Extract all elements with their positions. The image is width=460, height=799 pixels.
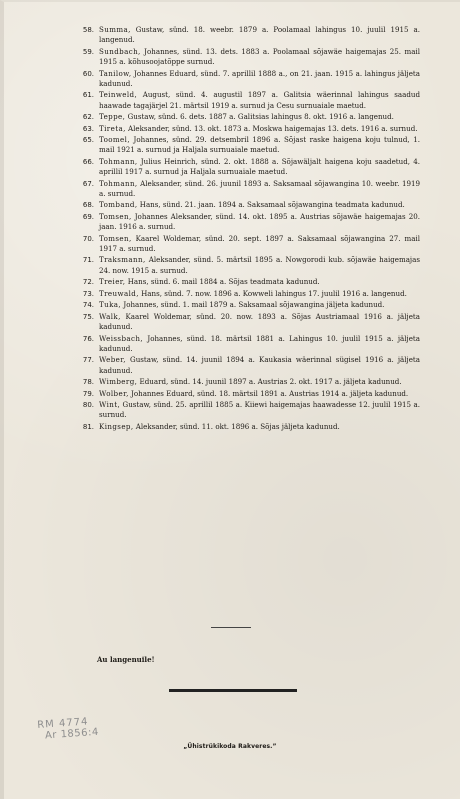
entry-details: Johannes, sünd. 1. mail 1879 a. Saksamaal sõjawangina jäljeta kadunud. bbox=[121, 300, 385, 310]
list-item bbox=[74, 47, 420, 68]
entry-text bbox=[99, 334, 420, 355]
list-item bbox=[74, 389, 420, 399]
entry-name: Tomsen, bbox=[99, 233, 132, 243]
entry-text bbox=[99, 234, 420, 255]
archive-stamp-line-1: RM 4774 bbox=[36, 716, 89, 731]
entry-number: 67. bbox=[82, 179, 94, 188]
list-item bbox=[74, 135, 420, 156]
entry-name: Wimberg, bbox=[99, 377, 138, 387]
entry-name: Tomsen, bbox=[99, 211, 132, 221]
entry-number: 74. bbox=[82, 301, 94, 310]
entry-text bbox=[99, 69, 420, 90]
entry-text bbox=[99, 400, 420, 421]
entry-name: Weber, bbox=[99, 355, 126, 365]
entry-name: Wolber, bbox=[99, 388, 129, 398]
entry-name: Tanilow, bbox=[99, 68, 132, 78]
list-item bbox=[74, 234, 420, 255]
printer-imprint: „Ühistrükikoda Rakveres.” bbox=[183, 743, 277, 750]
entry-text bbox=[99, 90, 420, 111]
list-item bbox=[74, 255, 420, 276]
entry-name: Sundbach, bbox=[99, 46, 141, 56]
entry-details: August, sünd. 4. augustil 1897 a. Galitsia wäerinnal lahingus saadud haawade tagajärjel 21. märtsil 1919 a. surnud ja Cesu surnuaiale maetud. bbox=[99, 90, 420, 110]
entry-name: Walk, bbox=[99, 311, 121, 321]
entry-number: 68. bbox=[82, 201, 94, 210]
entry-name: Kingsep, bbox=[99, 421, 134, 431]
entry-details: Aleksander, sünd. 11. okt. 1896 a. Sõjas jäljeta kadunud. bbox=[133, 421, 340, 431]
entry-details: Kaarel Woldemar, sünd. 20. now. 1893 a. Sõjas Austriamaal 1916 a. jäljeta kadunud. bbox=[99, 311, 420, 332]
entry-text bbox=[99, 200, 420, 210]
entry-number: 62. bbox=[82, 113, 94, 122]
entry-details: Aleksander, sünd. 26. juunil 1893 a. Saksamaal sõjawangina 10. weebr. 1919 a. surnud. bbox=[99, 178, 420, 198]
entry-number: 60. bbox=[82, 69, 94, 78]
entry-text bbox=[99, 289, 420, 299]
entry-text bbox=[99, 255, 420, 276]
entry-name: Tuka, bbox=[99, 300, 122, 310]
entry-text bbox=[99, 300, 420, 310]
entry-text bbox=[99, 422, 420, 432]
list-item bbox=[74, 212, 420, 233]
entry-name: Teinweld, bbox=[99, 90, 138, 100]
casualty-list bbox=[74, 25, 420, 433]
list-item bbox=[74, 157, 420, 178]
entry-details: Eduard, sünd. 14. juunil 1897 a. Austrias 2. okt. 1917 a. jäljeta kadunud. bbox=[137, 377, 402, 387]
list-item bbox=[74, 334, 420, 355]
entry-number: 81. bbox=[82, 422, 94, 431]
closing-note: Au langenuile! bbox=[97, 655, 155, 664]
entry-name: Tohmann, bbox=[99, 178, 138, 188]
entry-number: 70. bbox=[82, 234, 94, 243]
entry-details: Johannes Eduard, sünd. 18. märtsil 1891 a. Austrias 1914 a. jäljeta kadunud. bbox=[128, 388, 409, 398]
entry-details: Aleksander, sünd. 5. märtsil 1895 a. Nowgorodi kub. sõjawäe haigemajas 24. now. 1915 a. surnud. bbox=[99, 255, 420, 275]
list-item bbox=[74, 90, 420, 111]
entry-text bbox=[99, 377, 420, 387]
entry-number: 63. bbox=[82, 124, 94, 133]
entry-text bbox=[99, 355, 420, 376]
list-item bbox=[74, 25, 420, 46]
section-divider bbox=[211, 627, 251, 628]
entry-details: Johannes, sünd. 18. märtsil 1881 a. Lahingus 10. juulil 1915 a. jäljeta kadunud. bbox=[99, 333, 420, 353]
entry-number: 80. bbox=[82, 401, 94, 410]
list-item bbox=[74, 300, 420, 310]
list-item bbox=[74, 179, 420, 200]
entry-text bbox=[99, 47, 420, 68]
list-item bbox=[74, 422, 420, 432]
entry-name: Toomel, bbox=[99, 135, 130, 145]
entry-number: 69. bbox=[82, 212, 94, 221]
entry-details: Johannes, sünd. 13. dets. 1883 a. Poolamaal sõjawäe haigemajas 25. mail 1915 a. kõhusoojatõppe surnud. bbox=[99, 46, 420, 67]
entry-number: 61. bbox=[82, 91, 94, 100]
entry-details: Johannes, sünd. 29. detsembril 1896 a. Sõjast raske haigena koju tulnud, 1. mail 1921 a. surnud ja Haljala surnuaiale maetud. bbox=[99, 135, 420, 155]
entry-details: Julius Heinrich, sünd. 2. okt. 1888 a. Sõjawäljalt haigena koju saadetud, 4. aprillil 1917 a. surnud ja Haljala surnuaiale maetud. bbox=[99, 156, 420, 177]
entry-name: Teppe, bbox=[99, 112, 126, 122]
entry-number: 77. bbox=[82, 356, 94, 365]
entry-text bbox=[99, 389, 420, 399]
entry-number: 79. bbox=[82, 389, 94, 398]
entry-name: Tireta, bbox=[99, 123, 126, 133]
entry-name: Summa, bbox=[99, 25, 131, 34]
entry-text bbox=[99, 112, 420, 122]
list-item bbox=[74, 312, 420, 333]
entry-number: 71. bbox=[82, 256, 94, 265]
entry-details: Hans, sünd. 6. mail 1884 a. Sõjas teadmata kadunud. bbox=[125, 277, 320, 287]
entry-details: Gustaw, sünd. 18. weebr. 1879 a. Poolamaal lahingus 10. juulil 1915 a. langenud. bbox=[99, 25, 420, 45]
entry-text bbox=[99, 135, 420, 156]
entry-number: 72. bbox=[82, 278, 94, 287]
entry-details: Gustaw, sünd. 6. dets. 1887 a. Galitsias lahingus 8. okt. 1916 a. langenud. bbox=[125, 112, 394, 122]
entry-text bbox=[99, 179, 420, 200]
list-item bbox=[74, 289, 420, 299]
entry-text bbox=[99, 25, 420, 46]
entry-name: Wint, bbox=[99, 400, 121, 410]
entry-name: Treier, bbox=[99, 277, 126, 287]
archive-stamp-line-2: Ar 1856:4 bbox=[44, 726, 100, 742]
entry-number: 76. bbox=[82, 334, 94, 343]
entry-details: Kaarel Woldemar, sünd. 20. sept. 1897 a. Saksamaal sõjawangina 27. mail 1917 a. surnud. bbox=[99, 233, 420, 253]
entry-details: Johannes Eduard, sünd. 7. aprillil 1888 a., on 21. jaan. 1915 a. lahingus jäljeta kadunud. bbox=[99, 68, 420, 88]
list-item bbox=[74, 355, 420, 376]
entry-name: Tomband, bbox=[99, 200, 138, 210]
entry-number: 78. bbox=[82, 378, 94, 387]
entry-details: Aleksander, sünd. 13. okt. 1873 a. Moskwa haigemajas 13. dets. 1916 a. surnud. bbox=[125, 123, 418, 133]
list-item bbox=[74, 400, 420, 421]
entry-text bbox=[99, 312, 420, 333]
list-item bbox=[74, 112, 420, 122]
entry-number: 59. bbox=[82, 47, 94, 56]
entry-details: Hans, sünd. 21. jaan. 1894 a. Saksamaal sõjawangina teadmata kadunud. bbox=[137, 200, 405, 210]
entry-text bbox=[99, 277, 420, 287]
list-item bbox=[74, 69, 420, 90]
entry-details: Gustaw, sünd. 14. juunil 1894 a. Kaukasia wäerinnal sügisel 1916 a. jäljeta kadunud. bbox=[99, 355, 420, 375]
entry-text bbox=[99, 157, 420, 178]
archive-stamp bbox=[37, 717, 99, 742]
entry-name: Tohmann, bbox=[99, 156, 138, 166]
entry-number: 65. bbox=[82, 136, 94, 145]
bottom-divider bbox=[169, 689, 297, 692]
entry-number: 58. bbox=[82, 26, 94, 34]
entry-name: Traksmann, bbox=[99, 255, 146, 265]
list-item bbox=[74, 277, 420, 287]
entry-number: 66. bbox=[82, 157, 94, 166]
entry-details: Hans, sünd. 7. now. 1896 a. Kowweli lahingus 17. juulil 1916 a. langenud. bbox=[138, 288, 407, 298]
entry-number: 73. bbox=[82, 289, 94, 298]
list-item bbox=[74, 200, 420, 210]
entry-number: 75. bbox=[82, 312, 94, 321]
entry-text bbox=[99, 124, 420, 134]
list-item bbox=[74, 124, 420, 134]
entry-details: Johannes Aleksander, sünd. 14. okt. 1895 a. Austrias sõjawäe haigemajas 20. jaan. 1916 a. surnud. bbox=[99, 211, 420, 232]
entry-name: Weissbach, bbox=[99, 333, 144, 343]
entry-name: Treuwald, bbox=[99, 288, 139, 298]
entry-details: Gustaw, sünd. 25. aprillil 1885 a. Kiiewi haigemajas haawadesse 12. juulil 1915 a. surnud. bbox=[99, 400, 420, 420]
entry-text bbox=[99, 212, 420, 233]
list-item bbox=[74, 377, 420, 387]
